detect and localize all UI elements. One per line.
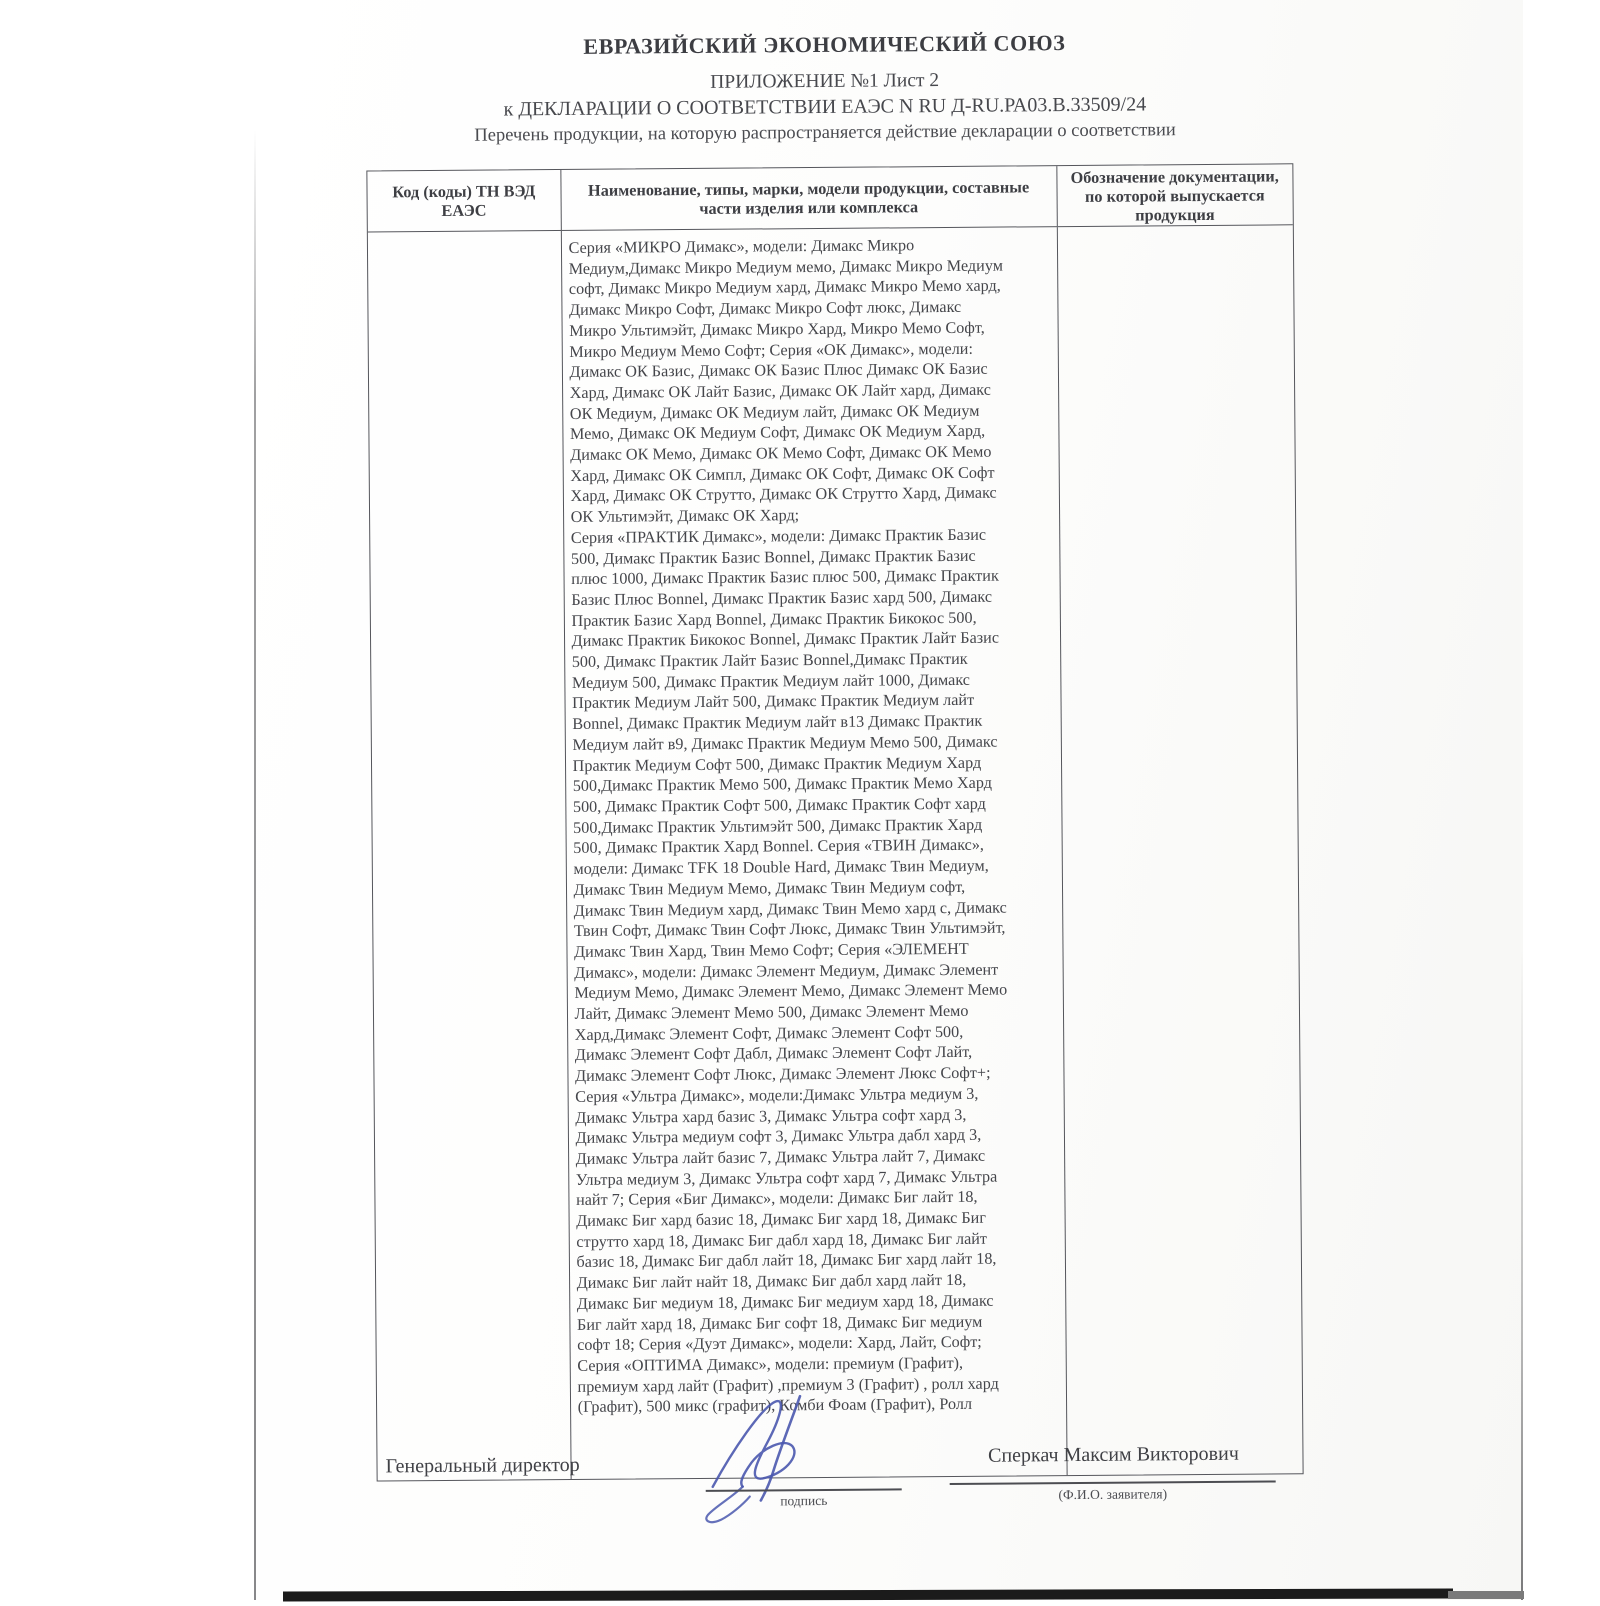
product-line: струтто хард 18, Димакс Биг дабл хард 18, Димакс Биг лайт (576, 1229, 988, 1251)
product-line: премиум хард лайт (Графит) ,премиум 3 (Графит) , ролл хард (577, 1374, 999, 1396)
product-line: (Графит), 500 микс (графит), Комби Фоам (Графит), Ролл (577, 1395, 973, 1417)
products-table (366, 163, 1303, 1481)
product-line: софт 18; Серия «Дуэт Димакс», модели: Хард, Лайт, Софт; (577, 1333, 982, 1355)
product-line: Практик Медиум Лайт 500, Димакс Практик Медиум лайт (572, 691, 975, 713)
product-line: модели: Димакс TFK 18 Double Hard, Димакс Твин Медиум, (573, 856, 989, 879)
position-title: Генеральный директор (385, 1453, 580, 1478)
column-header-code: Код (коды) ТН ВЭД ЕАЭС (367, 170, 561, 232)
product-line: Микро Ультимэйт, Димакс Микро Хард, Микро Мемо Софт, (569, 318, 985, 340)
product-line: Практик Базис Хард Bonnel, Димакс Практик Бикокос 500, (571, 608, 977, 630)
document-header (254, 0, 1395, 148)
product-line: Димакс Ультра медиум софт 3, Димакс Ультра дабл хард 3, (575, 1125, 982, 1148)
product-line: софт, Димакс Микро Медиум хард, Димакс Микро Мемо хард, (568, 276, 1001, 299)
product-line: Димакс Ультра хард базис 3, Димакс Ультра софт хард 3, (575, 1105, 967, 1127)
product-line: Медиум 500, Димакс Практик Медиум лайт 1000, Димакс (571, 670, 971, 692)
product-line: 500, Димакс Практик Лайт Базис Bonnel,Димакс Практик (571, 649, 968, 672)
document-title: ЕВРАЗИЙСКИЙ ЭКОНОМИЧЕСКИЙ СОЮЗ (583, 30, 1066, 59)
product-line: Димакс Твин Медиум Мемо, Димакс Твин Медиум софт, (573, 877, 966, 899)
product-line: ОК Медиум, Димакс ОК Медиум лайт, Димакс ОК Медиум (569, 401, 980, 423)
product-line: Твин Софт, Димакс Твин Софт Люкс, Димакс Твин Ультимэйт, (573, 918, 1006, 941)
product-line: Димакс Элемент Софт Люкс, Димакс Элемент Люкс Софт+; (574, 1063, 991, 1086)
product-line: Димакс», модели: Димакс Элемент Медиум, Димакс Элемент (574, 960, 999, 982)
product-line: Практик Медиум Софт 500, Димакс Практик Медиум Хард (572, 753, 982, 775)
column-header-docs: Обозначение документации, по которой выпускается продукция (1070, 165, 1279, 225)
product-line: Bonnel, Димакс Практик Медиум лайт в13 Димакс Практик (572, 711, 983, 734)
product-line: 500,Димакс Практик Мемо 500, Димакс Практик Мемо Хард (572, 773, 993, 796)
product-line: Хард, Димакс ОК Симпл, Димакс ОК Софт, Димакс ОК Софт (570, 463, 995, 485)
product-line: Микро Медиум Мемо Софт; Серия «ОК Димакс», модели: (569, 339, 973, 361)
product-line: 500,Димакс Практик Ультимэйт 500, Димакс Практик Хард (573, 815, 983, 837)
product-line: Димакс Биг хард базис 18, Димакс Биг хард 18, Димакс Биг (576, 1208, 987, 1230)
product-line: 500, Димакс Практик Базис Bonnel, Димакс Практик Базис (570, 546, 976, 568)
product-line: Димакс ОК Базис, Димакс ОК Базис Плюс Димакс ОК Базис (569, 359, 988, 382)
scope-line: Перечень продукции, на которую распространяется действие декларации о соответствии (474, 120, 1176, 146)
product-line: Димакс Твин Медиум хард, Димакс Твин Мемо хард с, Димакс (573, 898, 1007, 920)
product-line: Димакс Биг медиум 18, Димакс Биг медиум хард 18, Димакс (576, 1291, 994, 1313)
product-line: Хард, Димакс ОК Лайт Базис, Димакс ОК Лайт хард, Димакс (569, 380, 991, 402)
product-line: Димакс Биг лайт найт 18, Димакс Биг дабл хард лайт 18, (576, 1271, 967, 1293)
declaration-number-line: к ДЕКЛАРАЦИИ О СООТВЕТСТВИИ ЕАЭС N RU Д-RU.РА03.В.33509/24 (503, 93, 1147, 121)
product-line: Димакс Элемент Софт Дабл, Димакс Элемент Софт Лайт, (574, 1043, 973, 1065)
applicant-name: Сперкач Максим Викторович (987, 1442, 1239, 1467)
product-line: базис 18, Димакс Биг дабл лайт 18, Димакс Биг хард лайт 18, (576, 1250, 997, 1272)
product-line: Ультра медиум 3, Димакс Ультра софт хард 7, Димакс Ультра (575, 1167, 998, 1189)
product-line: Серия «МИКРО Димакс», модели: Димакс Микро (568, 236, 915, 257)
product-line: Димакс Микро Софт, Димакс Микро Софт люкс, Димакс (568, 297, 962, 320)
product-line: Медиум,Димакс Микро Медиум мемо, Димакс Микро Медиум (568, 256, 1003, 278)
product-line: Хард, Димакс ОК Струтто, Димакс ОК Струтто Хард, Димакс (570, 484, 997, 506)
signature-caption: подпись (780, 1492, 828, 1509)
product-line: Биг лайт хард 18, Димакс Биг софт 18, Димакс Биг медиум (576, 1312, 983, 1334)
appendix-line: ПРИЛОЖЕНИЕ №1 Лист 2 (710, 70, 940, 93)
table-body-row (368, 225, 1303, 1480)
product-line: ОК Ультимэйт, Димакс ОК Хард; (570, 506, 800, 527)
product-line: 500, Димакс Практик Хард Bonnel. Серия «ТВИН Димакс», (573, 836, 985, 858)
product-line: Мемо, Димакс ОК Медиум Софт, Димакс ОК Медиум Хард, (569, 422, 986, 444)
table-header-row (367, 164, 1292, 232)
products-cell (561, 227, 1067, 1479)
column-header-products: Наименование, типы, марки, модели продукции, составные части изделия или комплекса (561, 166, 1057, 230)
product-line: Димакс Твин Хард, Твин Мемо Софт; Серия «ЭЛЕМЕНТ (574, 939, 969, 961)
product-line: Медиум Мемо, Димакс Элемент Мемо, Димакс Элемент Мемо (574, 980, 1008, 1003)
docs-cell (1057, 225, 1302, 1475)
scanner-bottom-strip-light (1448, 1591, 1524, 1599)
product-line: Серия «ОПТИМА Димакс», модели: премиум (Графит), (577, 1353, 964, 1375)
code-cell (368, 231, 571, 1480)
product-line: Серия «ПРАКТИК Димакс», модели: Димакс Практик Базис (570, 525, 987, 547)
product-line: Димакс ОК Мемо, Димакс ОК Мемо Софт, Димакс ОК Мемо (570, 442, 992, 464)
product-line: Димакс Практик Бикокос Bonnel, Димакс Практик Лайт Базис (571, 628, 1000, 651)
product-line: Хард,Димакс Элемент Софт, Димакс Элемент Софт 500, (574, 1022, 964, 1044)
applicant-line (950, 1480, 1276, 1485)
product-line: найт 7; Серия «Биг Димакс», модели: Димакс Биг лайт 18, (575, 1188, 978, 1210)
product-line: Серия «Ультра Димакс», модели:Димакс Ультра медиум 3, (575, 1084, 979, 1106)
product-line: Лайт, Димакс Элемент Мемо 500, Димакс Элемент Мемо (574, 1001, 969, 1023)
product-line: Базис Плюс Bonnel, Димакс Практик Базис хард 500, Димакс (571, 587, 993, 609)
applicant-caption: (Ф.И.О. заявителя) (1058, 1486, 1168, 1503)
product-line: плюс 1000, Димакс Практик Базис плюс 500, Димакс Практик (571, 566, 999, 589)
product-line: Медиум лайт в9, Димакс Практик Медиум Мемо 500, Димакс (572, 732, 998, 754)
product-line: 500, Димакс Практик Софт 500, Димакс Практик Софт хард (572, 794, 986, 816)
product-line: Димакс Ультра лайт базис 7, Димакс Ультра лайт 7, Димакс (575, 1146, 986, 1168)
